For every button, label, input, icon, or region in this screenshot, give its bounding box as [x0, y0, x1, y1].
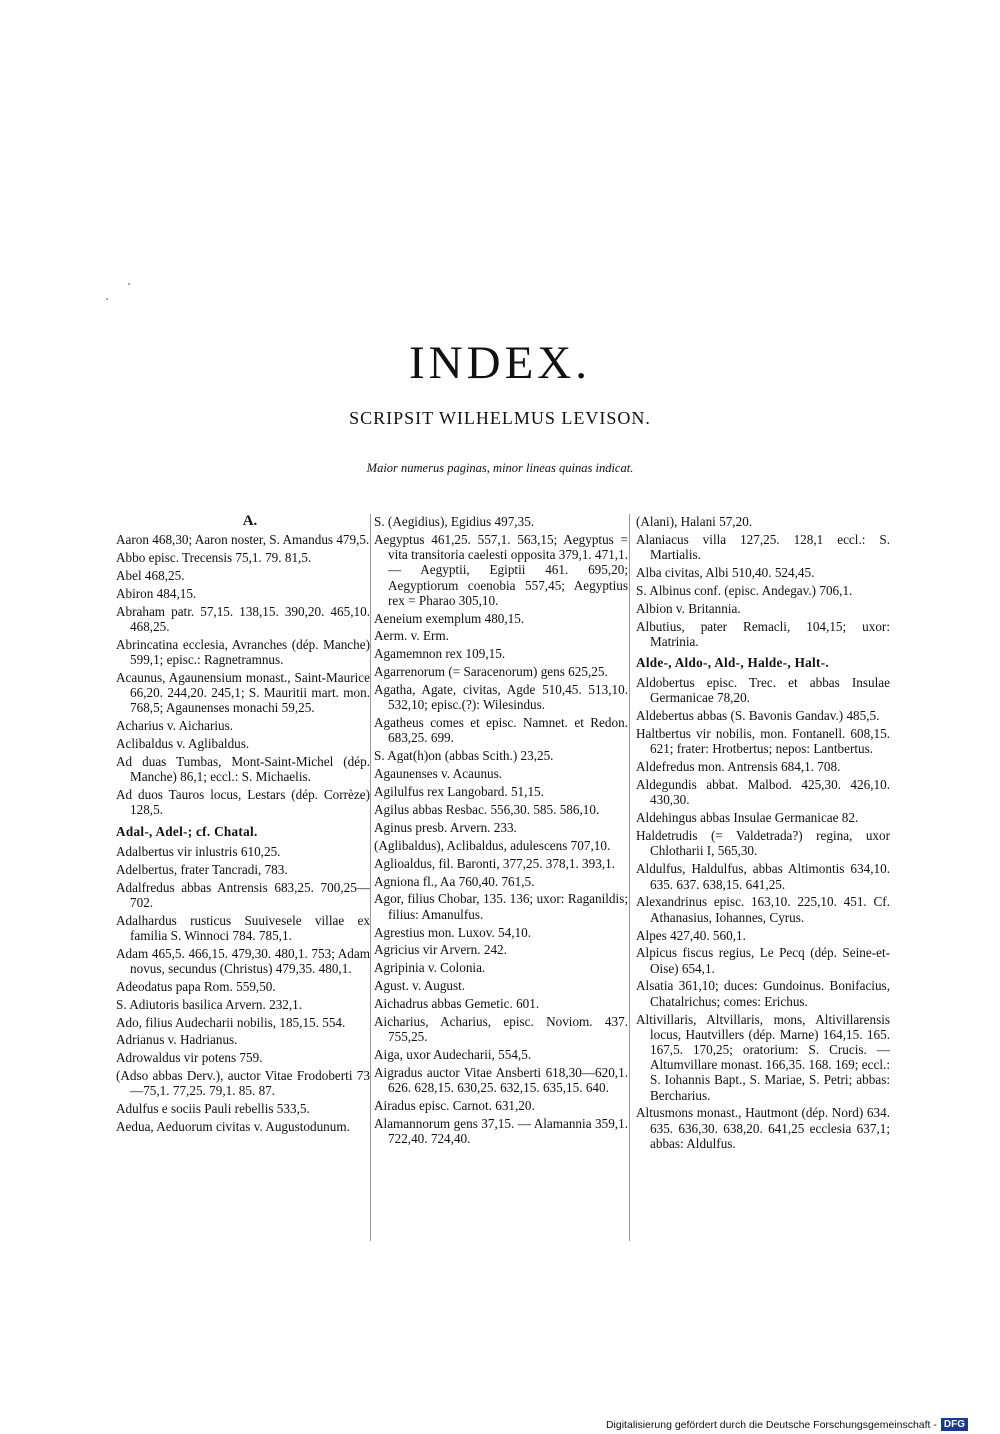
- index-entry: Alexandrinus episc. 163,10. 225,10. 451. Cf. Athanasius, Iohannes, Cyrus.: [636, 894, 890, 925]
- index-entry: Agilus abbas Resbac. 556,30. 585. 586,10.: [374, 802, 600, 818]
- index-entry: Abiron 484,15.: [116, 585, 197, 601]
- index-entry: Acharius v. Aicharius.: [116, 718, 234, 734]
- index-entry: Altivillaris, Altvillaris, mons, Altivillarensis locus, Hautvillers (dép. Marne) 164,15. 165. 167,5. 170,25; oratorium: S. Crucis. — Altumvillare monast. 166,35. 168. 169; eccl.: S. Iohannis Bapt., S. Mariae, S. Petri; abbas: Bercharius.: [636, 1011, 890, 1103]
- index-entry: Adeodatus papa Rom. 559,50.: [116, 978, 276, 994]
- column-divider: [629, 514, 630, 1241]
- reading-note: Maior numerus paginas, minor lineas quinas indicat.: [366, 461, 634, 475]
- dfg-logo[interactable]: DFG: [941, 1418, 968, 1431]
- index-entry: Acaunus, Agaunensium monast., Saint-Maurice 66,20. 244,20. 245,1; S. Mauritii mart. mon. 768,5; Agaunenses monachi 59,25.: [116, 669, 370, 716]
- index-entry: Abrincatina ecclesia, Avranches (dép. Manche) 599,1; episc.: Ragnetramnus.: [116, 636, 370, 668]
- index-entry: Alba civitas, Albi 510,40. 524,45.: [636, 564, 815, 580]
- index-entry: Abel 468,25.: [116, 567, 185, 583]
- index-entry: Aclibaldus v. Aglibaldus.: [116, 736, 250, 752]
- index-entry: Abbo episc. Trecensis 75,1. 79. 81,5.: [116, 550, 312, 566]
- index-entry: Agrestius mon. Luxov. 54,10.: [374, 924, 532, 940]
- index-entry: Aicharius, Acharius, episc. Noviom. 437. 755,25.: [374, 1014, 628, 1045]
- index-entry: Albion v. Britannia.: [636, 600, 741, 616]
- index-entry: Agniona fl., Aa 760,40. 761,5.: [374, 873, 535, 889]
- column-divider: [370, 514, 371, 1241]
- index-entry: Alpes 427,40. 560,1.: [636, 927, 746, 943]
- index-entry: Alamannorum gens 37,15. — Alamannia 359,1. 722,40. 724,40.: [374, 1115, 628, 1147]
- index-entry: S. Adiutoris basilica Arvern. 232,1.: [116, 996, 303, 1012]
- index-entry: Agor, filius Chobar, 135. 136; uxor: Raganildis; filius: Amanulfus.: [374, 891, 628, 922]
- index-entry: Aiga, uxor Audecharii, 554,5.: [374, 1047, 532, 1063]
- author-line: SCRIPSIT WILHELMUS LEVISON.: [349, 408, 651, 428]
- index-entry: Adelbertus, frater Tancradi, 783.: [116, 861, 288, 877]
- index-column-2: [374, 514, 628, 1149]
- index-entry: Alaniacus villa 127,25. 128,1 eccl.: S. Martialis.: [636, 531, 890, 563]
- index-column-3: [636, 514, 890, 1154]
- index-entry: Haldetrudis (= Valdetrada?) regina, uxor Chlotharii I, 565,30.: [636, 828, 890, 859]
- index-entry: Agatha, Agate, civitas, Agde 510,45. 513,10. 532,10; episc.(?): Wilesindus.: [374, 682, 628, 713]
- index-entry: Albutius, pater Remacli, 104,15; uxor: Matrinia.: [636, 618, 890, 649]
- index-entry: Agripinia v. Colonia.: [374, 960, 486, 976]
- index-entry: (Aglibaldus), Aclibaldus, adulescens 707,10.: [374, 837, 611, 853]
- index-entry: Abraham patr. 57,15. 138,15. 390,20. 465,10. 468,25.: [116, 603, 370, 634]
- index-entry: Ad duas Tumbas, Mont-Saint-Michel (dép. Manche) 86,1; eccl.: S. Michaelis.: [116, 754, 370, 785]
- index-entry: Aaron 468,30; Aaron noster, S. Amandus 479,5.: [116, 532, 370, 548]
- index-entry: Aeneium exemplum 480,15.: [374, 610, 525, 626]
- index-entry: Adrowaldus vir potens 759.: [116, 1050, 263, 1066]
- index-entry: Aegyptus 461,25. 557,1. 563,15; Aegyptus = vita transitoria caelesti opposita 379,1. 471,1. — Aegyptii, Egiptii 461. 695,20; Aegyptiorum coenobia 557,45; Aegyptius rex = Pharao 305,10.: [374, 531, 628, 608]
- index-entry: Agamemnon rex 109,15.: [374, 646, 506, 662]
- index-entry: Adam 465,5. 466,15. 479,30. 480,1. 753; Adam novus, secundus (Christus) 479,35. 480,1.: [116, 945, 370, 976]
- index-entry: S. Albinus conf. (episc. Andegav.) 706,1.: [636, 582, 853, 598]
- index-entry: Aerm. v. Erm.: [374, 628, 449, 644]
- page-title: INDEX.: [409, 337, 591, 389]
- index-entry: Alsatia 361,10; duces: Gundoinus. Bonifacius, Chatalrichus; comes: Erichus.: [636, 978, 890, 1009]
- index-entry: Ad duos Tauros locus, Lestars (dép. Corrèze) 128,5.: [116, 787, 370, 818]
- index-entry: Aldobertus episc. Trec. et abbas Insulae Germanicae 78,20.: [636, 675, 890, 706]
- index-entry: Aglioaldus, fil. Baronti, 377,25. 378,1. 393,1.: [374, 855, 616, 871]
- index-entry: Haltbertus vir nobilis, mon. Fontanell. 608,15. 621; frater: Hrotbertus; nepos: Lantbertus.: [636, 726, 890, 757]
- index-entry: Agust. v. August.: [374, 978, 466, 994]
- index-entry: S. Agat(h)on (abbas Scith.) 23,25.: [374, 748, 554, 764]
- index-entry: Agaunenses v. Acaunus.: [374, 766, 503, 782]
- index-entry: Adrianus v. Hadrianus.: [116, 1032, 238, 1048]
- index-column-1: [116, 514, 370, 1137]
- index-entry: (Adso abbas Derv.), auctor Vitae Frodoberti 73—75,1. 77,25. 79,1. 85. 87.: [116, 1068, 370, 1099]
- index-entry: Aedua, Aeduorum civitas v. Augustodunum.: [116, 1119, 350, 1135]
- index-entry: (Alani), Halani 57,20.: [636, 514, 753, 529]
- section-heading: Adal-, Adel-; cf. Chatal.: [116, 823, 258, 839]
- index-entry: Alpicus fiscus regius, Le Pecq (dép. Seine-et-Oise) 654,1.: [636, 945, 890, 976]
- index-entry: Aichadrus abbas Gemetic. 601.: [374, 996, 540, 1012]
- index-entry: Ado, filius Audecharii nobilis, 185,15. 554.: [116, 1014, 346, 1030]
- index-entry: Agilulfus rex Langobard. 51,15.: [374, 784, 544, 800]
- section-heading: Alde-, Aldo-, Ald-, Halde-, Halt-.: [636, 655, 829, 671]
- index-entry: Adulfus e sociis Pauli rebellis 533,5.: [116, 1101, 310, 1117]
- index-entry: Aginus presb. Arvern. 233.: [374, 819, 517, 835]
- index-entry: Aldulfus, Haldulfus, abbas Altimontis 634,10. 635. 637. 638,15. 641,25.: [636, 861, 890, 892]
- index-entry: Aldegundis abbat. Malbod. 425,30. 426,10. 430,30.: [636, 777, 890, 808]
- speck-mark: [128, 283, 130, 285]
- index-entry: S. (Aegidius), Egidius 497,35.: [374, 514, 535, 529]
- index-entry: Aldehingus abbas Insulae Germanicae 82.: [636, 810, 859, 826]
- index-entry: Adalfredus abbas Antrensis 683,25. 700,25—702.: [116, 879, 370, 910]
- speck-mark: [106, 298, 108, 300]
- letter-heading: A.: [242, 513, 258, 529]
- index-entry: Adalhardus rusticus Suuivesele villae ex familia S. Winnoci 784. 785,1.: [116, 912, 370, 943]
- index-entry: Aigradus auctor Vitae Ansberti 618,30—620,1. 626. 628,15. 630,25. 632,15. 635,15. 640.: [374, 1065, 628, 1096]
- footer-credit: Digitalisierung gefördert durch die Deutsche Forschungsgemeinschaft -: [605, 1418, 937, 1431]
- footer: [606, 1418, 968, 1431]
- index-entry: Agarrenorum (= Saracenorum) gens 625,25.: [374, 664, 608, 680]
- index-entry: Aldebertus abbas (S. Bavonis Gandav.) 485,5.: [636, 708, 880, 724]
- index-entry: Agatheus comes et episc. Namnet. et Redon. 683,25. 699.: [374, 715, 628, 746]
- index-entry: Aldefredus mon. Antrensis 684,1. 708.: [636, 759, 841, 775]
- index-entry: Airadus episc. Carnot. 631,20.: [374, 1098, 535, 1114]
- index-entry: Altusmons monast., Hautmont (dép. Nord) 634. 635. 636,30. 638,20. 641,25 ecclesia 637,1; abbas: Aldulfus.: [636, 1105, 890, 1151]
- index-entry: Adalbertus vir inlustris 610,25.: [116, 843, 281, 859]
- index-entry: Agricius vir Arvern. 242.: [374, 942, 507, 958]
